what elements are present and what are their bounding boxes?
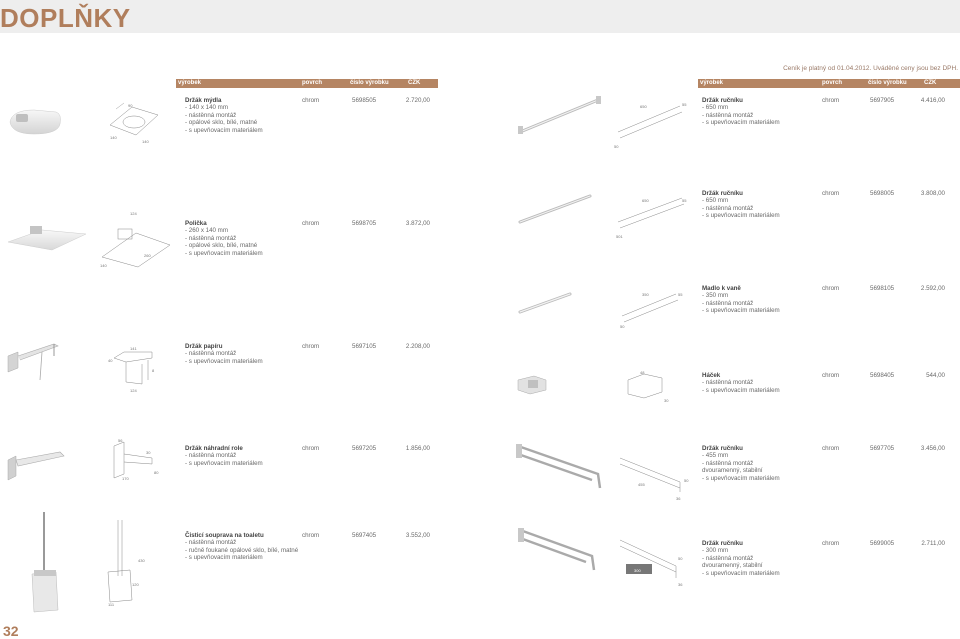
svg-text:55: 55 [678,292,683,297]
product-name: Držák papíru [185,343,223,350]
product-name: Čisticí souprava na toaletu [185,532,264,539]
hook-photo [514,372,550,398]
svg-text:140: 140 [110,135,117,140]
svg-text:48: 48 [640,370,645,375]
svg-text:55: 55 [682,198,687,203]
svg-text:260: 260 [144,253,151,258]
double-towel-bar-drawing [614,446,696,502]
product-description: Polička - 260 x 140 mm - nástěnná montáž - opálové sklo, bílé, matné - s upevňovacím materiálem [185,220,300,257]
product-surface: chrom [822,97,840,104]
product-description: Držák náhradní role - nástěnná montáž - s upevňovacím materiálem [185,445,300,467]
toilet-brush-drawing [100,516,160,608]
product-description: Držák mýdla - 140 x 140 mm - nástěnná montáž - opálové sklo, bílé, matné - s upevňovacím materiálem [185,97,300,134]
col-product: výrobek [700,80,724,86]
product-surface: chrom [302,445,320,452]
hook-drawing [620,368,672,406]
towel-bar-drawing [610,96,696,152]
svg-text:30: 30 [664,398,669,403]
svg-text:80: 80 [154,470,159,475]
soap-dish-photo [4,100,66,142]
product-price: 2.720,00 [405,97,430,104]
page-number: 32 [3,623,19,639]
page-title: DOPLŇKY [0,3,131,33]
svg-text:8: 8 [152,368,155,373]
product-price: 3.552,00 [405,532,430,539]
svg-text:90: 90 [128,103,133,108]
product-code: 5698705 [352,220,377,227]
double-towel-bar-photo [514,524,600,574]
product-code: 5699005 [870,540,895,547]
toilet-brush-photo [24,510,68,616]
product-name: Držák ručníku [702,540,743,547]
product-name: Madlo k vaně [702,285,741,292]
soap-dish-drawing [102,95,164,147]
product-price: 4.416,00 [920,97,945,104]
product-code: 5697205 [352,445,377,452]
svg-text:124: 124 [130,211,137,216]
product-surface: chrom [822,445,840,452]
col-product: výrobek [178,80,202,86]
right-table-header [698,79,960,88]
product-name: Držák ručníku [702,190,743,197]
product-price: 3.872,00 [405,220,430,227]
col-price: CZK [408,80,421,86]
svg-text:650: 650 [642,198,649,203]
product-price: 2.592,00 [920,285,945,292]
product-description: Čisticí souprava na toaletu - nástěnná montáž - ručně foukané opálové sklo, bílé, matné - s upevňovacím materiálem [185,532,305,562]
product-price: 2.208,00 [405,343,430,350]
col-code: číslo výrobku [868,80,907,86]
product-surface: chrom [822,372,840,379]
spare-roll-holder-photo [4,446,68,482]
svg-text:40: 40 [108,358,113,363]
bath-grip-photo [514,288,576,318]
double-towel-bar-drawing [614,528,696,590]
product-code: 5697105 [352,343,377,350]
product-description: Madlo k vaně - 350 mm - nástěnná montáž - s upevňovacím materiálem [702,285,820,315]
svg-text:50: 50 [614,144,619,149]
product-code: 5697705 [870,445,895,452]
double-towel-bar-photo [512,440,608,492]
product-description: Držák ručníku - 455 mm - nástěnná montáž dvouramenný, stabilní - s upevňovacím materiálem [702,445,820,482]
product-code: 5698505 [352,97,377,104]
product-code: 5697905 [870,97,895,104]
product-price: 3.808,00 [920,190,945,197]
product-price: 2.711,00 [921,540,945,547]
svg-text:36: 36 [676,496,681,501]
product-description: Držák papíru - nástěnná montáž - s upevňovacím materiálem [185,343,300,365]
paper-holder-drawing [104,340,166,396]
product-name: Držák náhradní role [185,445,243,452]
product-name: Háček [702,372,721,379]
svg-text:50: 50 [678,556,683,561]
svg-text:120: 120 [132,582,139,587]
svg-text:30: 30 [146,450,151,455]
svg-text:430: 430 [138,558,145,563]
product-code: 5697405 [352,532,377,539]
svg-text:300: 300 [634,568,641,573]
svg-text:56: 56 [118,438,123,443]
product-price: 3.456,00 [920,445,945,452]
svg-text:140: 140 [100,263,107,268]
svg-text:36: 36 [678,582,683,587]
product-surface: chrom [302,343,320,350]
svg-text:170: 170 [122,476,129,481]
towel-bar-photo [514,190,596,228]
product-name: Držák mýdla [185,97,222,104]
col-code: číslo výrobku [350,80,389,86]
spare-roll-holder-drawing [106,434,166,492]
svg-text:124: 124 [130,388,137,393]
product-code: 5698405 [870,372,895,379]
product-price: 1.856,00 [405,445,430,452]
svg-text:455: 455 [638,482,645,487]
product-description: Držák ručníku - 650 mm - nástěnná montáž - s upevňovacím materiálem [702,97,820,127]
col-price: CZK [924,80,937,86]
svg-text:111: 111 [108,602,115,607]
bath-grip-drawing [614,282,690,330]
product-name: Držák ručníku [702,445,743,452]
svg-text:350: 350 [642,292,649,297]
towel-bar-drawing [612,188,696,240]
paper-holder-photo [4,338,64,384]
svg-text:501: 501 [616,234,623,239]
product-surface: chrom [822,190,840,197]
product-surface: chrom [302,97,320,104]
product-surface: chrom [302,532,320,539]
product-price: 544,00 [926,372,945,379]
svg-text:650: 650 [640,104,647,109]
col-surface: povrch [302,80,323,86]
page-title-bar [0,0,960,33]
shelf-photo [2,222,90,258]
svg-text:50: 50 [684,478,689,483]
svg-text:50: 50 [620,324,625,329]
product-surface: chrom [822,285,840,292]
svg-text:55: 55 [682,102,687,107]
product-description: Držák ručníku - 300 mm - nástěnná montáž dvouramenný, stabilní - s upevňovacím materiálem [702,540,820,577]
product-description: Držák ručníku - 650 mm - nástěnná montáž - s upevňovacím materiálem [702,190,820,220]
svg-text:141: 141 [130,346,137,351]
product-name: Držák ručníku [702,97,743,104]
towel-bar-photo [514,96,606,138]
product-name: Polička [185,220,207,227]
product-code: 5698105 [870,285,895,292]
product-code: 5698005 [870,190,895,197]
svg-text:140: 140 [142,139,149,144]
col-surface: povrch [822,80,843,86]
price-notice: Ceník je platný od 01.04.2012. Uváděné ceny jsou bez DPH. [783,65,958,72]
left-table-header [176,79,438,88]
product-description: Háček - nástěnná montáž - s upevňovacím materiálem [702,372,820,394]
product-surface: chrom [302,220,320,227]
product-surface: chrom [822,540,840,547]
shelf-drawing [96,205,176,269]
